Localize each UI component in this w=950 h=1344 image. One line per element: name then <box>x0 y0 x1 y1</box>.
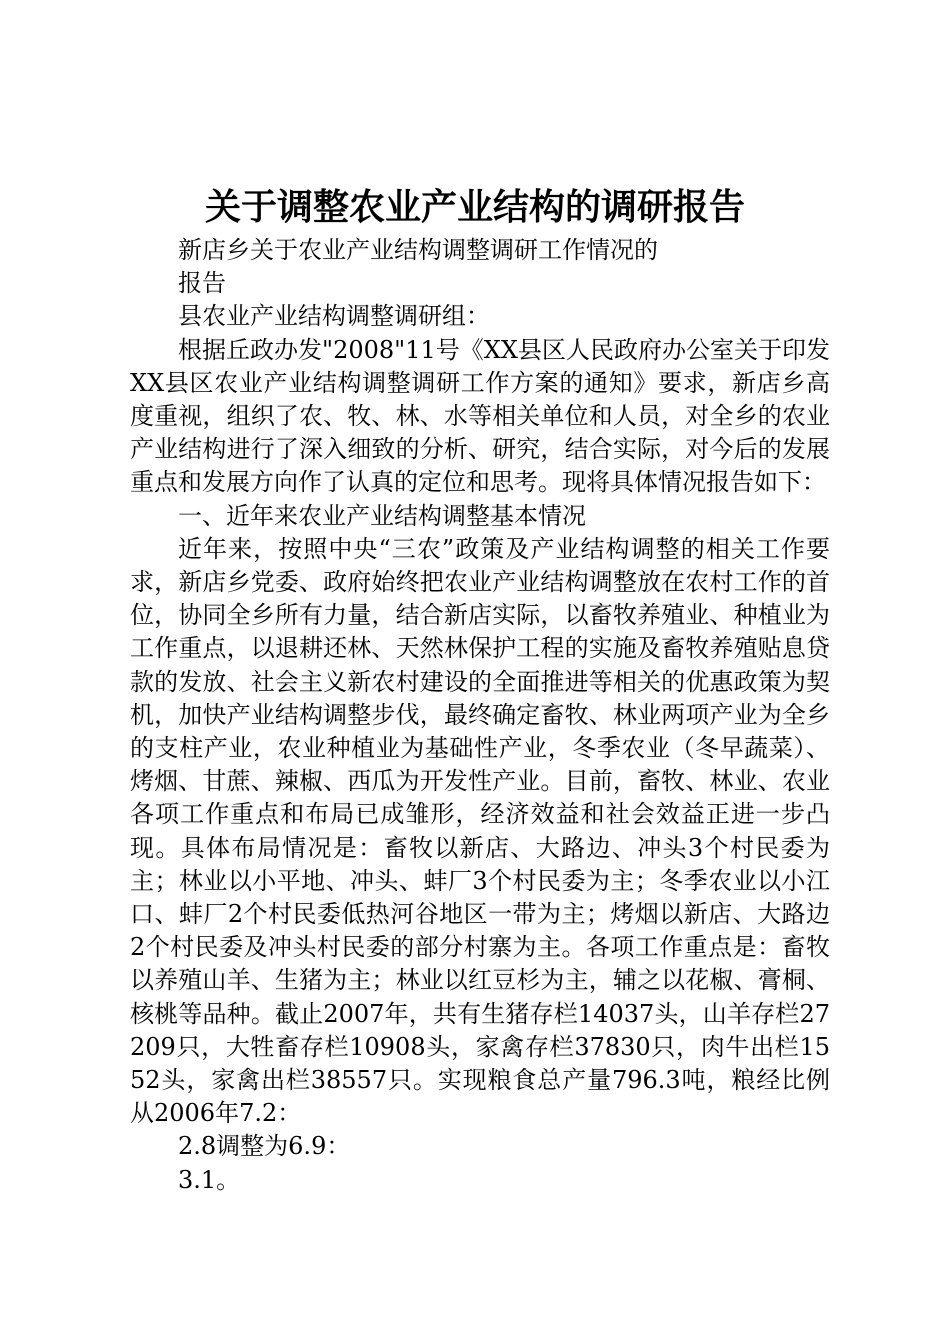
paragraph-intro: 根据丘政办发"2008"11号《XX县区人民政府办公室关于印发XX县区农业产业结构调整调研工作方案的通知》要求，新店乡高度重视，组织了农、牧、林、水等相关单位和人员，对全乡的农业产业结构进行了深入细致的分析、研究，结合实际，对今后的发展重点和发展方向作了认真的定位和思考。现将具体情况报告如下： <box>130 335 830 497</box>
subtitle-line-1: 新店乡关于农业产业结构调整调研工作情况的 <box>178 236 658 264</box>
subtitle-line-2: 报告 <box>178 269 226 298</box>
section-heading-1: 一、近年来农业产业结构调整基本情况 <box>178 501 586 530</box>
paragraph-ratio-2: 3.1。 <box>178 1165 241 1194</box>
paragraph-situation: 近年来，按照中央“三农”政策及产业结构调整的相关工作要求，新店乡党委、政府始终把农业产业结构调整放在农村工作的首位，协同全乡所有力量，结合新店实际，以畜牧养殖业、种植业为工作重点，以退耕还林、天然林保护工程的实施及畜牧养殖贴息贷款的发放、社会主义新农村建设的全面推进等相关的优惠政策为契机，加快产业结构调整步伐，最终确定畜牧、林业两项产业为全乡的支柱产业，农业种植业为基础性产业，冬季农业（冬早蔬菜）、烤烟、甘蔗、辣椒、西瓜为开发性产业。目前，畜牧、林业、农业各项工作重点和布局已成雏形，经济效益和社会效益正进一步凸现。具体布局情况是：畜牧以新店、大路边、冲头3个村民委为主；林业以小平地、冲头、蚌厂3个村民委为主；冬季农业以小江口、蚌厂2个村民委低热河谷地区一带为主；烤烟以新店、大路边2个村民委及冲头村民委的部分村寨为主。各项工作重点是：畜牧以养殖山羊、生猪为主；林业以红豆杉为主，辅之以花椒、膏桐、核桃等品种。截止2007年，共有生猪存栏14037头，山羊存栏27209只，大牲畜存栏10908头，家禽存栏37830只，肉牛出栏1552头，家禽出栏38557只。实现粮食总产量796.3吨，粮经比例从2006年7.2： <box>130 534 830 1128</box>
addressee: 县农业产业结构调整调研组： <box>178 302 490 331</box>
document-body <box>130 234 830 1197</box>
document-title: 关于调整农业产业结构的调研报告 <box>204 187 745 228</box>
paragraph-ratio-1: 2.8调整为6.9： <box>178 1132 351 1161</box>
